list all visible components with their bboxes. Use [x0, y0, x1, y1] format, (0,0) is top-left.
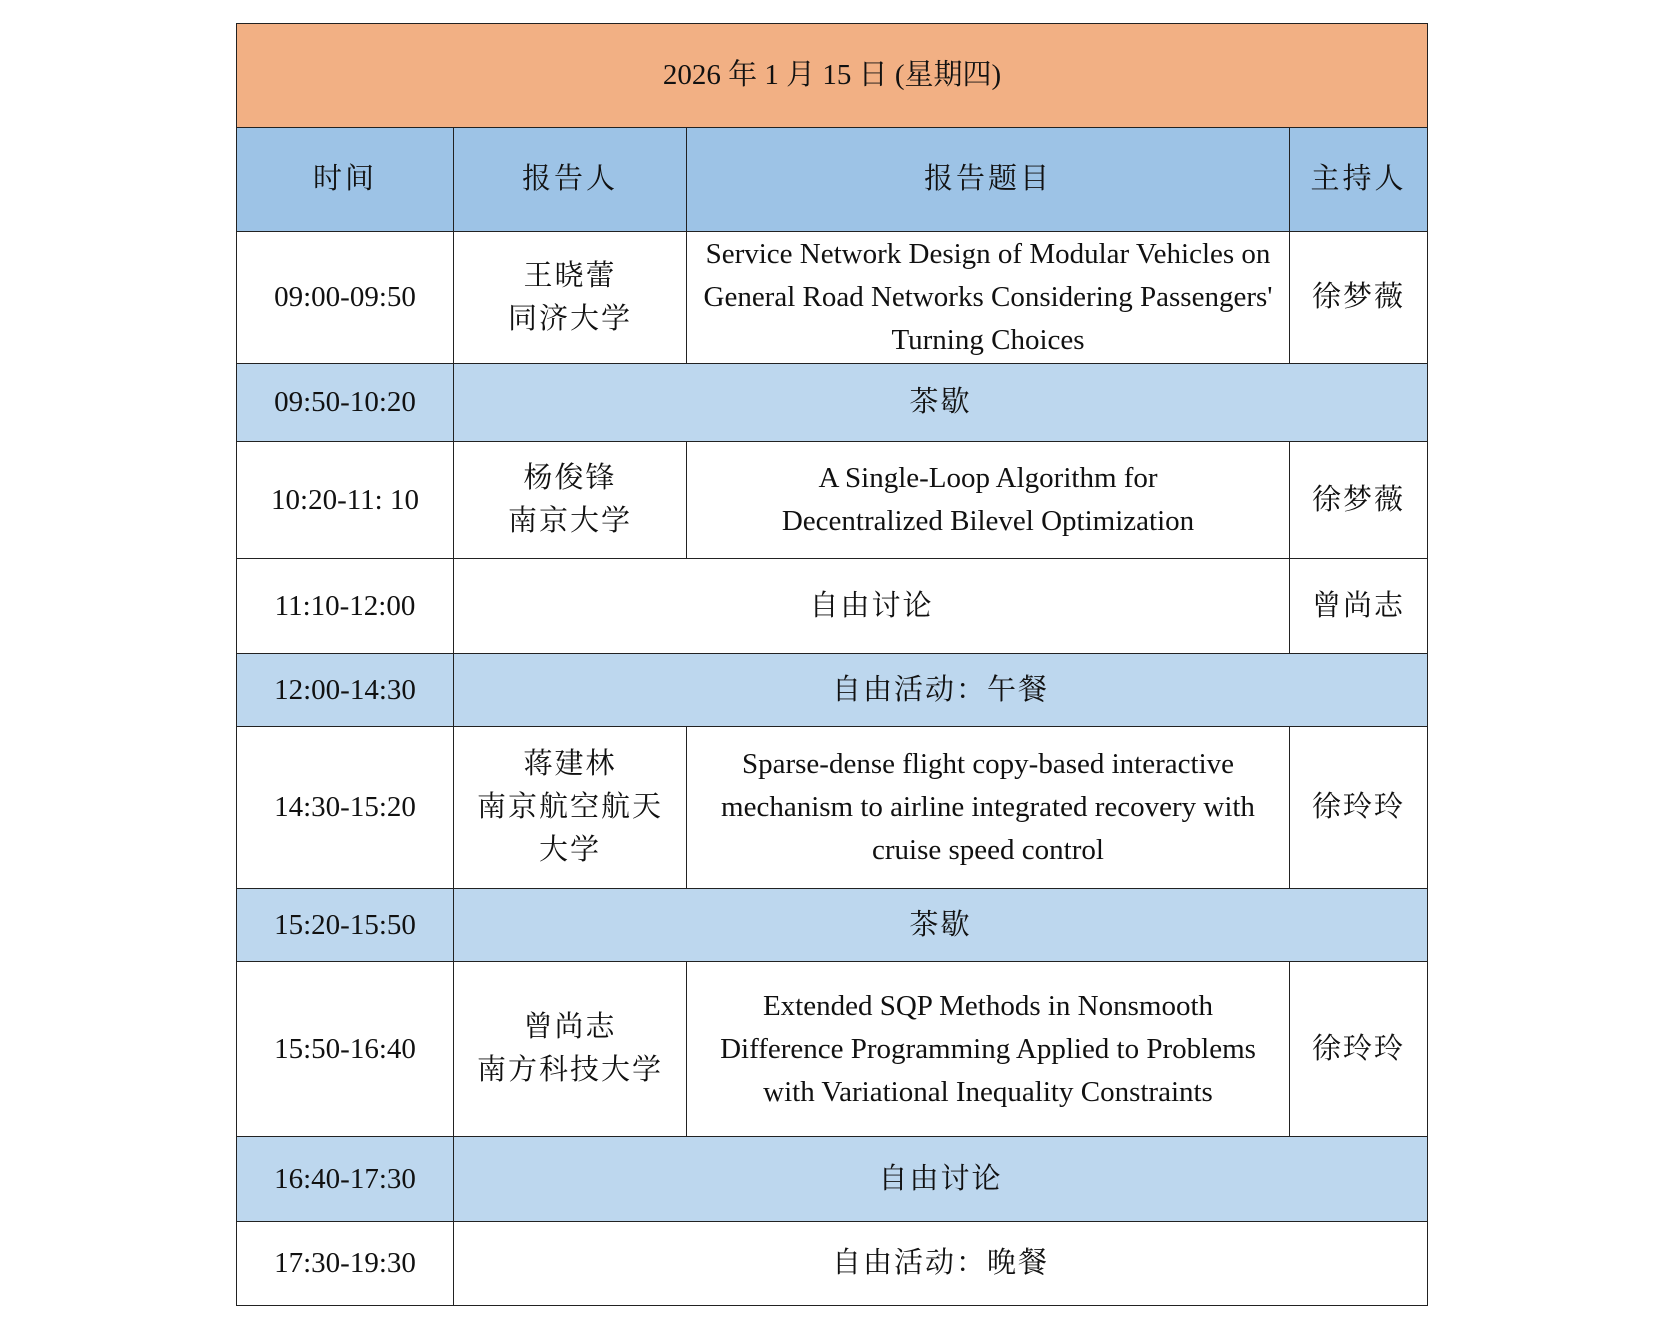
- time-cell: 17:30-19:30: [237, 1222, 454, 1306]
- speaker-name: 曾尚志: [523, 1011, 617, 1043]
- host-cell: 徐玲玲: [1290, 727, 1428, 889]
- host-cell: 徐玲玲: [1290, 962, 1428, 1137]
- speaker-affiliation: 南京大学: [507, 505, 632, 537]
- time-cell: 16:40-17:30: [237, 1137, 454, 1222]
- event-cell: 自由活动：午餐: [454, 654, 1428, 727]
- time-cell: 09:50-10:20: [237, 364, 454, 442]
- time-cell: 14:30-15:20: [237, 727, 454, 889]
- table-row: [237, 364, 1428, 442]
- time-cell: 11:10-12:00: [237, 559, 454, 654]
- time-cell: 15:50-16:40: [237, 962, 454, 1137]
- table-row: [237, 559, 1428, 654]
- time-cell: 12:00-14:30: [237, 654, 454, 727]
- time-cell: 10:20-11: 10: [237, 442, 454, 559]
- header-speaker: 报告人: [454, 128, 687, 232]
- table-row: [237, 1222, 1428, 1306]
- event-cell: 自由讨论: [454, 559, 1290, 654]
- table-row: [237, 889, 1428, 962]
- event-cell: 自由讨论: [454, 1137, 1428, 1222]
- header-host: 主持人: [1290, 128, 1428, 232]
- host-cell: 徐梦薇: [1290, 232, 1428, 364]
- header-time: 时间: [237, 128, 454, 232]
- speaker-cell: [454, 442, 687, 559]
- schedule-table: [236, 23, 1428, 1306]
- time-cell: 09:00-09:50: [237, 232, 454, 364]
- table-row: [237, 232, 1428, 364]
- speaker-cell: [454, 232, 687, 364]
- host-cell: 徐梦薇: [1290, 442, 1428, 559]
- event-cell: 茶歇: [454, 889, 1428, 962]
- speaker-affiliation: 同济大学: [507, 302, 632, 335]
- table-row: [237, 1137, 1428, 1222]
- speaker-name: 蒋建林: [523, 748, 617, 780]
- table-row: [237, 442, 1428, 559]
- table-row: [237, 962, 1428, 1137]
- host-cell: 曾尚志: [1290, 559, 1428, 654]
- event-cell: 茶歇: [454, 364, 1428, 442]
- topic-cell: Sparse-dense flight copy-based interactive mechanism to airline integrated recovery with cruise speed control: [687, 727, 1290, 889]
- topic-cell: A Single-Loop Algorithm for Decentralized Bilevel Optimization: [687, 442, 1290, 559]
- speaker-cell: [454, 962, 687, 1137]
- speaker-affiliation: 南京航空航天大学: [476, 791, 663, 866]
- topic-cell: Service Network Design of Modular Vehicles on General Road Networks Considering Passengers' Turning Choices: [687, 232, 1290, 364]
- header-topic: 报告题目: [687, 128, 1290, 232]
- speaker-affiliation: 南方科技大学: [476, 1054, 663, 1086]
- table-row: [237, 654, 1428, 727]
- speaker-name: 杨俊锋: [523, 462, 617, 494]
- speaker-name: 王晓蕾: [523, 259, 617, 292]
- date-title: 2026 年 1 月 15 日 (星期四): [237, 24, 1428, 128]
- table-row: [237, 727, 1428, 889]
- speaker-cell: [454, 727, 687, 889]
- topic-cell: Extended SQP Methods in Nonsmooth Difference Programming Applied to Problems with Variational Inequality Constraints: [687, 962, 1290, 1137]
- time-cell: 15:20-15:50: [237, 889, 454, 962]
- event-cell: 自由活动：晚餐: [454, 1222, 1428, 1306]
